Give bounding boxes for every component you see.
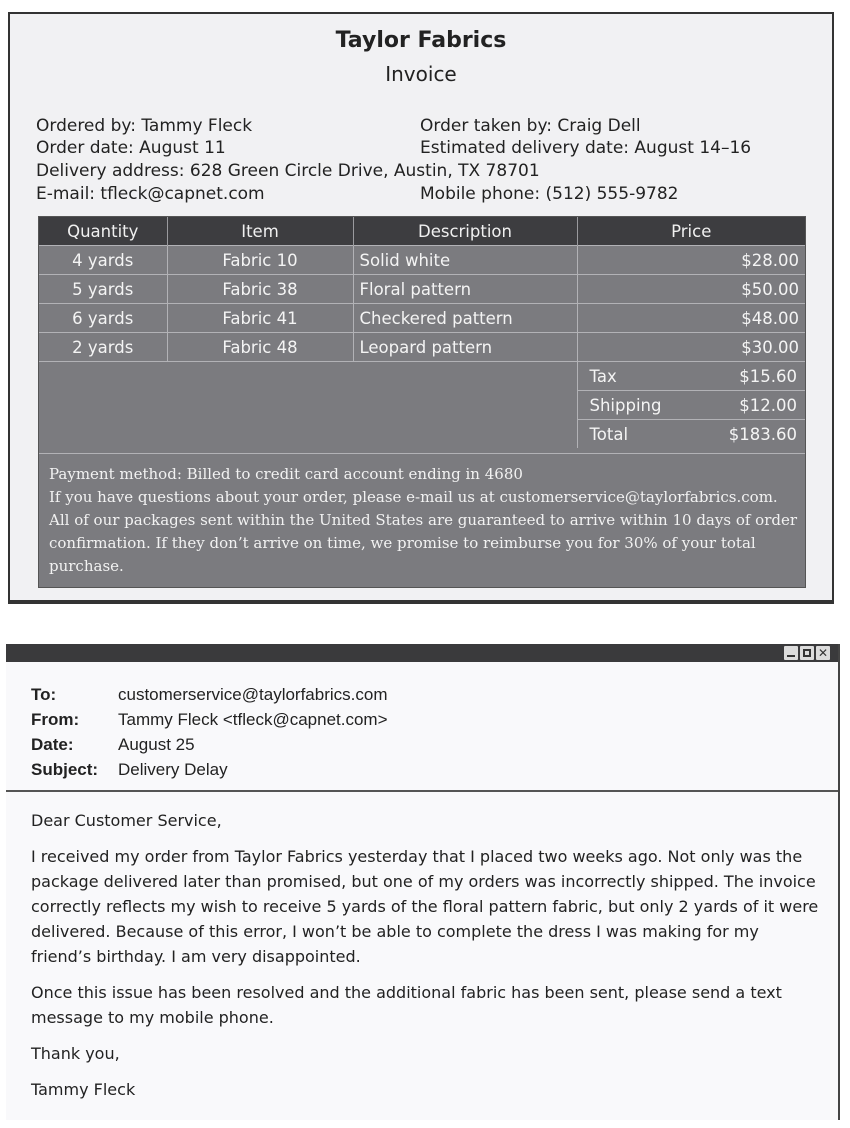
- to-label: To:: [31, 685, 57, 704]
- summary-row-tax: [39, 362, 805, 391]
- table-row: [39, 304, 805, 333]
- cell-item: Fabric 48: [167, 333, 353, 362]
- summary-label-total: Total: [589, 424, 629, 444]
- summary-cell: [577, 362, 805, 391]
- subject-label: Subject:: [31, 760, 99, 779]
- order-date: Order date: August 11: [36, 138, 226, 158]
- signature: Tammy Fleck: [31, 1080, 136, 1099]
- greeting: Dear Customer Service,: [31, 811, 222, 830]
- table-row: [39, 333, 805, 362]
- cell-price: $28.00: [577, 246, 805, 275]
- order-taken-by: Order taken by: Craig Dell: [420, 116, 641, 136]
- summary-cell: [577, 420, 805, 449]
- column-header-description: Description: [353, 217, 577, 246]
- notes-divider: [39, 453, 805, 454]
- maximize-icon[interactable]: [800, 646, 814, 660]
- cell-description: Checkered pattern: [353, 304, 577, 333]
- column-header-quantity: Quantity: [39, 217, 167, 246]
- body-paragraph: Once this issue has been resolved and the additional fabric has been sent, please send a text message to my mobile phone.: [31, 983, 782, 1027]
- date-label: Date:: [31, 735, 74, 754]
- guarantee-note: All of our packages sent within the United States are guaranteed to arrive within 10 days of order confirmation. If they don’t arrive on time, we promise to reimburse you for 30% of your total purchase.: [49, 511, 798, 575]
- customer-email: E-mail: tfleck@capnet.com: [36, 184, 265, 204]
- to-value: customerservice@taylorfabrics.com: [118, 685, 388, 704]
- cell-price: $48.00: [577, 304, 805, 333]
- cell-description: Solid white: [353, 246, 577, 275]
- cell-quantity: 6 yards: [39, 304, 167, 333]
- column-header-price: Price: [577, 217, 805, 246]
- email-body: [31, 808, 821, 1113]
- cell-description: Leopard pattern: [353, 333, 577, 362]
- summary-row-shipping: [39, 391, 805, 420]
- cell-quantity: 5 yards: [39, 275, 167, 304]
- blank-cell: [39, 420, 577, 449]
- cell-quantity: 2 yards: [39, 333, 167, 362]
- blank-cell: [39, 362, 577, 391]
- mobile-phone: Mobile phone: (512) 555-9782: [420, 184, 679, 204]
- date-value: August 25: [118, 735, 195, 754]
- summary-value-shipping: $12.00: [739, 395, 797, 415]
- invoice-panel: [8, 12, 834, 604]
- table-header-row: [39, 217, 805, 246]
- summary-cell: [577, 391, 805, 420]
- from-label: From:: [31, 710, 80, 729]
- summary-label-shipping: Shipping: [589, 395, 662, 415]
- body-paragraph: I received my order from Taylor Fabrics yesterday that I placed two weeks ago. Not only was the package delivered later than promised, but one of my orders was incorrectly shipped. The invoice correctly reflects my wish to receive 5 yards of the floral pattern fabric, but only 2 yards of it were delivered. Because of this error, I won’t be able to complete the dress I was making for my friend’s birthday. I am very disappointed.: [31, 847, 819, 966]
- payment-method-note: Payment method: Billed to credit card account ending in 4680: [49, 465, 523, 483]
- summary-value-total: $183.60: [728, 424, 797, 444]
- delivery-address: Delivery address: 628 Green Circle Drive, Austin, TX 78701: [36, 161, 540, 181]
- cell-item: Fabric 38: [167, 275, 353, 304]
- invoice-table-panel: [38, 216, 806, 588]
- subject-value: Delivery Delay: [118, 760, 228, 779]
- questions-note: If you have questions about your order, please e-mail us at customerservice@taylorfabrics.com.: [49, 488, 778, 506]
- cell-price: $30.00: [577, 333, 805, 362]
- cell-description: Floral pattern: [353, 275, 577, 304]
- header-divider: [6, 790, 838, 792]
- cell-quantity: 4 yards: [39, 246, 167, 275]
- window-controls: [784, 646, 830, 660]
- table-row: [39, 246, 805, 275]
- minimize-icon[interactable]: [784, 646, 798, 660]
- from-value: Tammy Fleck <tfleck@capnet.com>: [118, 710, 388, 729]
- email-window: [6, 644, 840, 1120]
- cell-item: Fabric 10: [167, 246, 353, 275]
- invoice-title: Invoice: [385, 62, 457, 86]
- estimated-delivery-date: Estimated delivery date: August 14–16: [420, 138, 752, 158]
- cell-price: $50.00: [577, 275, 805, 304]
- blank-cell: [39, 391, 577, 420]
- close-icon[interactable]: ✕: [817, 646, 829, 660]
- column-header-item: Item: [167, 217, 353, 246]
- summary-row-total: [39, 420, 805, 449]
- cell-item: Fabric 41: [167, 304, 353, 333]
- table-row: [39, 275, 805, 304]
- summary-label-tax: Tax: [589, 366, 617, 386]
- ordered-by: Ordered by: Tammy Fleck: [36, 116, 253, 136]
- invoice-table: [39, 217, 805, 448]
- invoice-notes: [49, 463, 799, 578]
- summary-value-tax: $15.60: [739, 366, 797, 386]
- closing: Thank you,: [31, 1044, 120, 1063]
- window-title-bar: [6, 644, 838, 662]
- company-name: Taylor Fabrics: [335, 28, 507, 53]
